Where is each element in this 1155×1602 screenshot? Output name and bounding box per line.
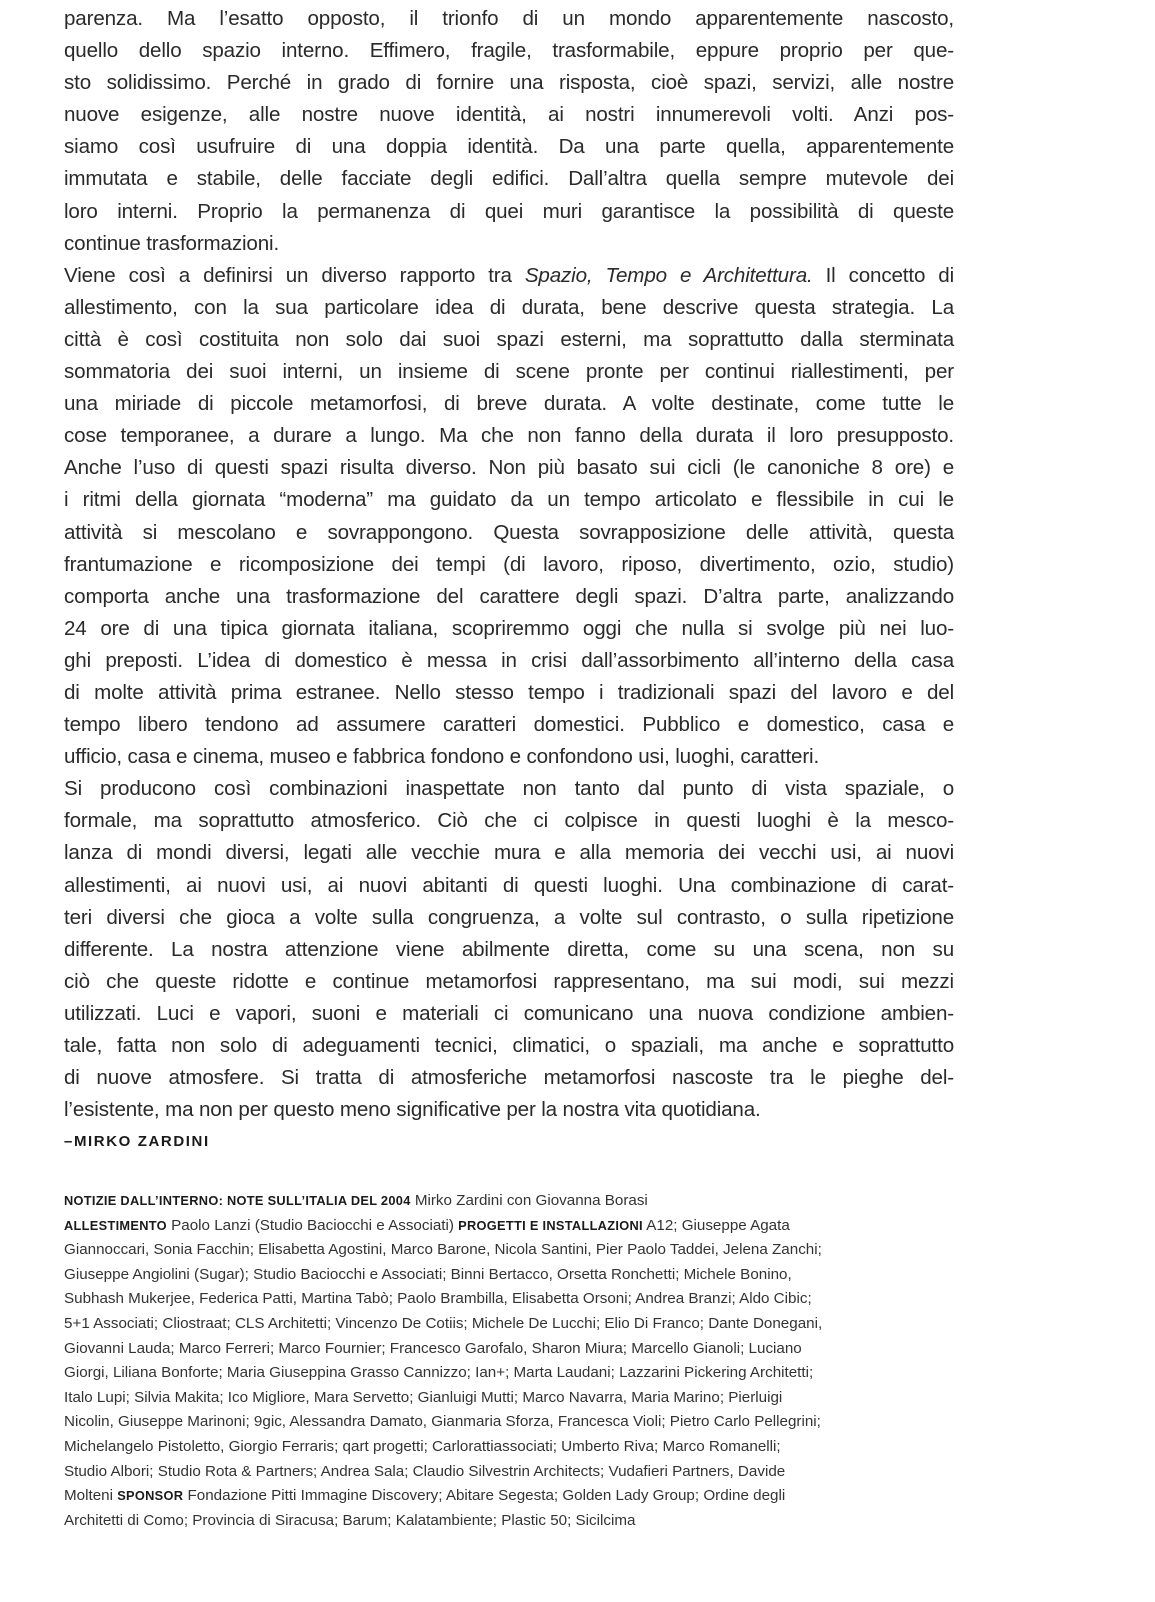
credit-text: A12; Giuseppe Agata (642, 1216, 790, 1234)
credit-label: NOTIZIE DALL’INTERNO: NOTE SULL’ITALIA DEL 2004 (64, 1193, 411, 1208)
body-line: immutata e stabile, delle facciate degli edifici. Dall’altra quella sempre mutevole dei (64, 167, 954, 191)
credit-text: Giovanni Lauda; Marco Ferreri; Marco Fournier; Francesco Garofalo, Sharon Miura; Marcello Gianoli; Luciano (64, 1339, 802, 1357)
credit-label: SPONSOR (117, 1488, 184, 1504)
body-line: ghi preposti. L’idea di domestico è messa in crisi dall’assorbimento all’interno della casa (64, 648, 954, 672)
body-line: ufficio, casa e cinema, museo e fabbrica fondono e confondono usi, luoghi, caratteri. (64, 745, 820, 769)
credit-label: PROGETTI E INSTALLAZIONI (458, 1217, 643, 1233)
author-signature: –MIRKO ZARDINI (64, 1133, 210, 1151)
body-line: sto solidissimo. Perché in grado di fornire una risposta, cioè spazi, servizi, alle nostre (64, 71, 954, 95)
body-line: 24 ore di una tipica giornata italiana, scopriremmo oggi che nulla si svolge più nei luo- (64, 616, 954, 640)
credit-line (64, 1238, 964, 1263)
body-line: attività si mescolano e sovrappongono. Questa sovrapposizione delle attività, questa (64, 520, 954, 544)
body-line: allestimenti, ai nuovi usi, ai nuovi abitanti di questi luoghi. Una combinazione di carat- (64, 873, 954, 897)
credit-line (64, 1484, 964, 1509)
credit-line (64, 1337, 964, 1362)
credit-text: Giannoccari, Sonia Facchin; Elisabetta Agostini, Marco Barone, Nicola Santini, Pier Paolo Taddei, Jelena Zanchi; (64, 1241, 822, 1259)
credit-line (64, 1509, 964, 1534)
body-line: differente. La nostra attenzione viene abilmente diretta, come su una scena, non su (64, 937, 954, 961)
credit-text: Nicolin, Giuseppe Marinoni; 9gic, Alessandra Damato, Gianmaria Sforza, Francesca Violi; Pietro Carlo Pellegrini; (64, 1413, 821, 1431)
italic-title: Spazio, Tempo e Architettura. (524, 263, 813, 287)
body-line: loro interni. Proprio la permanenza di quei muri garantisce la possibilità di queste (64, 199, 954, 223)
body-line: i ritmi della giornata “moderna” ma guidato da un tempo articolato e flessibile in cui le (64, 488, 954, 512)
body-line: continue trasformazioni. (64, 231, 280, 255)
body-line: frantumazione e ricomposizione dei tempi (di lavoro, riposo, divertimento, ozio, studio) (64, 552, 954, 576)
body-line: città è così costituita non solo dai suoi spazi esterni, ma soprattutto dalla sterminata (64, 327, 954, 351)
credit-line (64, 1460, 964, 1485)
body-line: quello dello spazio interno. Effimero, fragile, trasformabile, eppure proprio per que- (64, 39, 954, 63)
body-line: di molte attività prima estranee. Nello stesso tempo i tradizionali spazi del lavoro e del (64, 680, 954, 704)
body-line: l’esistente, ma non per questo meno significative per la nostra vita quotidiana. (64, 1098, 761, 1122)
credit-text: Paolo Lanzi (Studio Baciocchi e Associati) (166, 1216, 459, 1234)
credit-text: Michelangelo Pistoletto, Giorgio Ferraris; qart progetti; Carlorattiassociati; Umberto Riva; Marco Romanelli; (64, 1437, 781, 1455)
body-line: Anche l’uso di questi spazi risulta diverso. Non più basato sui cicli (le canoniche 8 ore) e (64, 456, 954, 480)
credit-line (64, 1435, 964, 1460)
credit-text: Architetti di Como; Provincia di Siracusa; Barum; Kalatambiente; Plastic 50; Sicilcima (64, 1511, 636, 1529)
credit-text: 5+1 Associati; Cliostraat; CLS Architetti; Vincenzo De Cotiis; Michele De Lucchi; Elio Di Franco; Dante Donegani, (64, 1314, 823, 1332)
body-line: comporta anche una trasformazione del carattere degli spazi. D’altra parte, analizzando (64, 584, 954, 608)
body-line: una miriade di piccole metamorfosi, di breve durata. A volte destinate, come tutte le (64, 392, 954, 416)
credit-line (64, 1386, 964, 1411)
credit-text: Giorgi, Liliana Bonforte; Maria Giuseppina Grasso Cannizzo; Ian+; Marta Laudani; Lazzarini Pickering Architetti; (64, 1364, 814, 1382)
exhibition-credits (64, 1189, 964, 1533)
credit-line (64, 1410, 964, 1435)
credit-line (64, 1189, 964, 1214)
credit-text: Studio Albori; Studio Rota & Partners; Andrea Sala; Claudio Silvestrin Architects; Vudafieri Partners, Davide (64, 1462, 786, 1480)
credit-text: Italo Lupi; Silvia Makita; Ico Migliore, Mara Servetto; Gianluigi Mutti; Marco Navarra, Maria Marino; Pierluigi (64, 1388, 783, 1406)
body-line: ciò che queste ridotte e continue metamorfosi rappresentano, ma sui modi, sui mezzi (64, 969, 954, 993)
body-line: siamo così usufruire di una doppia identità. Da una parte quella, apparentemente (64, 135, 954, 159)
body-line: sommatoria dei suoi interni, un insieme di scene pronte per continui riallestimenti, per (64, 360, 954, 384)
article (64, 0, 954, 1155)
body-line: lanza di mondi diversi, legati alle vecchie mura e alla memoria dei vecchi usi, ai nuovi (64, 841, 954, 865)
body-line: nuove esigenze, alle nostre nuove identità, ai nostri innumerevoli volti. Anzi pos- (64, 103, 954, 127)
body-line: Viene così a definirsi un diverso rapporto tra Spazio, Tempo e Architettura. Il concetto di (64, 263, 955, 287)
credit-line (64, 1361, 964, 1386)
credit-text: Fondazione Pitti Immagine Discovery; Abitare Segesta; Golden Lady Group; Ordine degli (183, 1487, 786, 1505)
credit-label: ALLESTIMENTO (64, 1217, 167, 1233)
body-line: allestimento, con la sua particolare idea di durata, bene descrive questa strategia. La (64, 295, 954, 319)
body-line: Si producono così combinazioni inaspettate non tanto dal punto di vista spaziale, o (64, 777, 954, 801)
credit-line (64, 1312, 964, 1337)
article-body (64, 0, 954, 1126)
body-line: tale, fatta non solo di adeguamenti tecnici, climatici, o spaziali, ma anche e soprattutto (64, 1034, 954, 1057)
credit-line (64, 1263, 964, 1288)
credit-text: Mirko Zardini con Giovanna Borasi (410, 1192, 648, 1209)
body-line: utilizzati. Luci e vapori, suoni e materiali ci comunicano una nuova condizione ambien- (64, 1001, 954, 1025)
body-line: formale, ma soprattutto atmosferico. Ciò che ci colpisce in questi luoghi è la mesco- (64, 809, 954, 833)
body-line: teri diversi che gioca a volte sulla congruenza, a volte sul contrasto, o sulla ripetizione (64, 905, 954, 929)
credit-line (64, 1214, 964, 1239)
credit-line (64, 1287, 964, 1312)
body-line: parenza. Ma l’esatto opposto, il trionfo di un mondo apparentemente nascosto, (64, 7, 954, 30)
credit-text: Subhash Mukerjee, Federica Patti, Martina Tabò; Paolo Brambilla, Elisabetta Orsoni; Andrea Branzi; Aldo Cibic; (64, 1290, 812, 1308)
body-line: cose temporanee, a durare a lungo. Ma che non fanno della durata il loro presupposto. (64, 424, 954, 448)
body-line: tempo libero tendono ad assumere caratteri domestici. Pubblico e domestico, casa e (64, 713, 954, 737)
body-line: di nuove atmosfere. Si tratta di atmosferiche metamorfosi nascoste tra le pieghe del- (64, 1066, 954, 1090)
credit-text: Giuseppe Angiolini (Sugar); Studio Baciocchi e Associati; Binni Bertacco, Orsetta Ronchetti; Michele Bonino, (64, 1265, 792, 1283)
credit-text: Molteni (64, 1487, 118, 1505)
